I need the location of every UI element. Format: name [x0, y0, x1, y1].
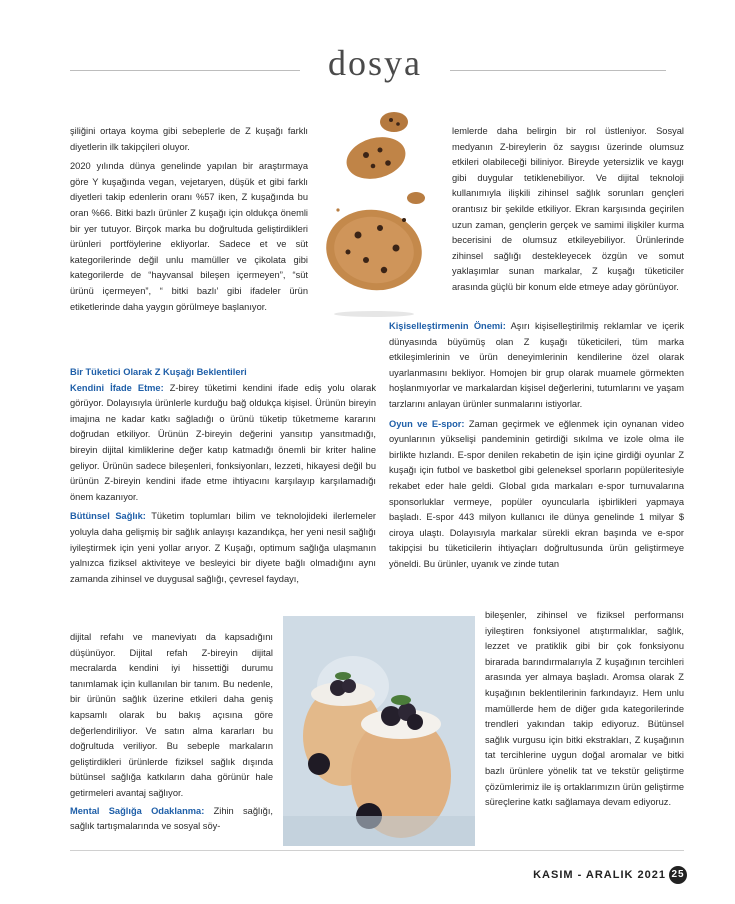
paragraph-text: Zihin sağlığı, sağlık tartışmalarında ve sosyal söy- [70, 805, 273, 832]
paragraph-lead: Kendini İfade Etme: [70, 382, 164, 393]
paragraph: bileşenler, zihinsel ve fiziksel performansı iyileştiren fonksiyonel atıştırmalıklar, sağlık, lezzet ve pratiklik gibi bir çok fonksiyonu birarada barındırmalarıyla Z kuşağının tercihleri arasında yer almaya başladı. Aromsa olarak Z kuşağının beklentilerinin farkındayız. Hem unlu mamüllerde hem de diğer gıda kategorilerinde trendleri yakından takip ediyoruz. Bütünsel sağlık vurgusu için bitki ekstrakları, Z kuşağının tat tercihlerine uygun doğal aromalar ve bitki bazlı ürünlere yönelik tat ve tekstür geliştirme çözümlerimiz ile iş ortaklarımızın ürün geliştirme süreçlerine katkı sağlamaya devam ediyoruz. [485, 610, 684, 808]
cookies-image [318, 100, 436, 320]
paragraph-text: Tüketim toplumları bilim ve teknolojideki ilerlemeler yoluyla daha gelişmiş bir sağlık anlayışı kazandıkça, her yeni nesil sağlığı iyileştirmek için yeni yollar arıyor. Z Kuşağı, optimum sağlığa ulaşmanın yalnızca fiziksel aktiviteye ve besleyici bir diyete bağlı olmadığını aynı zamanda zihinsel ve duygusal sağlığı, çevresel faydayı, [70, 511, 377, 584]
footer-rule [70, 850, 684, 851]
section-title: dosya [300, 42, 450, 84]
paragraph-lead: Kişiselleştirmenin Önemi: [389, 321, 506, 331]
paragraph: dijital refahı ve maneviyatı da kapsadığını düşünüyor. Dijital refah Z-bireyin dijital mecralarda kendini iyi hissettiği durumu tanımlamak için kullanılan bir tanım. Bu nedenle, bir ürünün sağlık üzerine etkileri daha geniş kapsamlı olarak bu bakış açısına göre değerlendiriliyor. Ve satın alma kararları bu doğrultuda veriliyor. Bu sebeple markaların geliştirdikleri ürünlerde fiziksel sağlık dışında bütünsel sağlığa katkıların daha görünür hale getirmeleri avantaj sağlıyor. [70, 632, 273, 798]
paragraph [70, 804, 273, 835]
paragraph [389, 319, 684, 413]
paragraph: 2020 yılında dünya genelinde yapılan bir araştırmaya göre Y kuşağında vegan, vejetaryen, düşük et gibi farklı diyetleri takip edenlerin oranı %57 iken, Z kuşağında bu oran %66. Bitki bazlı ürünler Z kuşağı için oldukça önemli bir yer tutuyor. Birçok marka bu doğrultuda geliştirdikleri ürünleri portföylerine ekliyorlar. Sadece et ve süt kategorilerinde değil unlu mamüller ve çikolata gibi kategorilerde de “hayvansal bileşen içermeyen”, “süt ürünü içermeyen”, “ bitki bazlı’ gibi ifadeler ürün etiketlerinde daha yaygın görülmeye başlanıyor. [70, 161, 308, 312]
section-heading: Bir Tüketici Olarak Z Kuşağı Beklentileri [70, 367, 247, 377]
paragraph [389, 417, 684, 573]
paragraph [70, 509, 376, 587]
cakes-image [283, 616, 475, 846]
column-right-narrow [485, 608, 684, 811]
paragraph-text: Z-birey tüketimi kendini ifade ediş yolu olarak görüyor. Dolayısıyla ürünlerle kurduğu bağ oldukça kişisel. Ürünün bireyin imajına ne kadar katkı sağladığı o ürünü tüketip tüketmeme kararını doğrudan etkiliyor. Ürünün Z-bireyin değerini yansıtıp yansıtmadığı, bireyin dijital kimliklerine değer katıp katmadığı önemli bir kriter haline geliyor. Ürünün sadece bileşenleri, fonksiyonları, lezzeti, hikayesi değil bu ürünün Z-bireyin kendini ifade etme ihtiyacını karşılayıp karşılamadığı önem kazanıyor. [70, 382, 376, 502]
paragraph-text: Aşırı kişiselleştirilmiş reklamlar ve içerik dünyasında büyümüş olan Z kuşağı tüketicileri, tüm marka etkileşimlerinin ve ürün deneyimlerinin kendilerine özel olarak uyarlanmasını bekliyor. Homojen bir grup olarak muamele görmekten hoşlanmıyorlar ve markalardan kişisel değerlerini, tutumlarını ve yaşam tarzlarını anlayan ürünler sunmalarını istiyorlar. [389, 321, 684, 409]
paragraph: şiliğini ortaya koyma gibi sebeplerle de Z kuşağı farklı diyetlerin ilk takipçileri oluyor. [70, 126, 308, 152]
paragraph [70, 381, 376, 506]
header-rule-left [70, 70, 302, 71]
issue-label: KASIM - ARALIK 2021 [533, 868, 666, 881]
paragraph: lemlerde daha belirgin bir rol üstleniyor. Sosyal medyanın Z-bireylerin öz saygısı üzerinde olumsuz etkileri olabileceği biliniyor. Bireyde yetersizlik ve kaygı gibi duygular tetiklenebiliyor. Ve dijital teknoloji kullanımıyla ilişkili zihinsel sağlık sorunları gençleri orantısız bir şekilde etkiliyor. Ekran karşısında geçirilen uzun zaman, gençlerin gerçek ve samimi ilişkiler kurma becerisini de olumsuz etkileyebiliyor. Ürünlerinde zihinsel sağlığı destekleyecek özgün ve somut yaklaşımlar sunan markalar, Z kuşağı tüketiciler arasında güçlü bir konum elde etmeye aday görünüyor. [452, 126, 684, 292]
column-left-wide [70, 365, 376, 587]
column-left-top [70, 124, 308, 315]
paragraph-lead: Mental Sağlığa Odaklanma: [70, 805, 205, 816]
footer [533, 866, 687, 884]
paragraph-lead: Oyun ve E-spor: [389, 418, 465, 429]
column-right-wide [389, 319, 684, 573]
paragraph-lead: Bütünsel Sağlık: [70, 511, 146, 522]
header-rule-right [448, 70, 666, 71]
paragraph-text: Zaman geçirmek ve eğlenmek için oynanan video oyunlarının yükselişi pandeminin getirdiği sıkılma ve izole olma ile birlikte hızlandı. E-spor denilen rekabetin de işin içine girdiği oyunlar Z kuşağı için futbol ve basketbol gibi geleneksel sporların popüleritesiyle rekabet eder hale geldi. Global gıda markaları e-spor turnuvalarına sponsorluklar vermeye, popüler oyuncularla işbirlikleri yapmaya başladı. E-spor 443 milyon kullanıcı ile dünya genelinde 1 milyar $ ciroya ulaştı. Dolayısıyla markalar sürekli ekran başında ve e-spor takipçisi bu tüketicilerin ihtiyaçları doğrultusunda ürün geliştirmeye yöneldi. Bu ürünler, uyanık ve zinde tutan [389, 418, 684, 569]
page-number: 25 [669, 866, 687, 884]
cookies-illustration [318, 100, 436, 320]
cakes-illustration [283, 616, 475, 846]
column-left-narrow [70, 630, 273, 835]
column-right-top [452, 124, 684, 296]
